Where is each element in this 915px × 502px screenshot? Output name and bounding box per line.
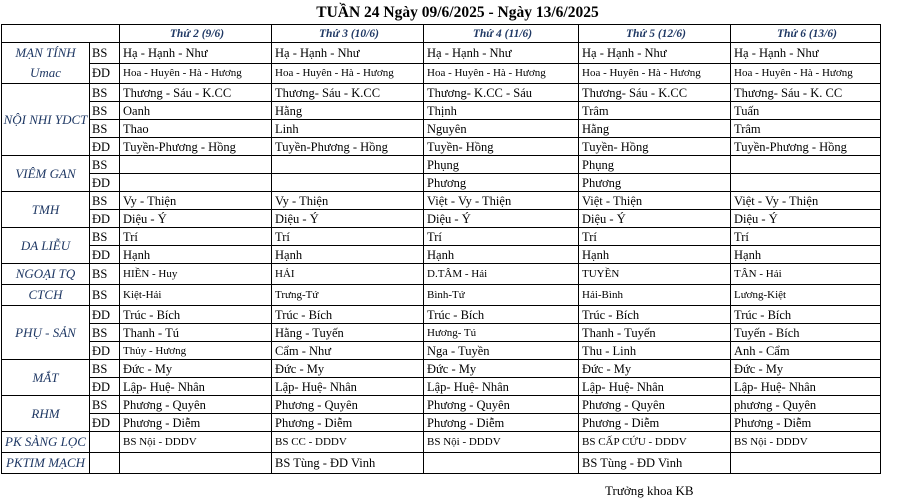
staff-cell: Hạ - Hạnh - Như [579, 43, 731, 64]
staff-cell: Tuyền-Phương - Hồng [272, 138, 424, 156]
staff-cell: Hằng [579, 120, 731, 138]
role-cell: ĐD [90, 210, 120, 228]
schedule-row [2, 102, 881, 120]
staff-cell: Phương - Quyên [579, 396, 731, 414]
schedule-row [2, 453, 881, 474]
staff-cell: Trúc - Bích [424, 306, 579, 324]
schedule-row [2, 396, 881, 414]
staff-cell: Diệu - Ý [731, 210, 881, 228]
staff-cell: Phương - Diễm [272, 414, 424, 432]
staff-cell: Hoa - Huyên - Hà - Hương [731, 63, 881, 84]
department-name: VIÊM GAN [2, 156, 90, 192]
schedule-body [2, 25, 881, 474]
staff-cell: Hải-Bình [579, 285, 731, 306]
staff-cell: Thương- Sáu - K.CC [272, 84, 424, 102]
staff-cell: Phương - Quyên [424, 396, 579, 414]
staff-cell: Hạ - Hạnh - Như [424, 43, 579, 64]
schedule-row [2, 378, 881, 396]
role-cell: BS [90, 396, 120, 414]
staff-cell: Lương-Kiệt [731, 285, 881, 306]
department-name: TMH [2, 192, 90, 228]
staff-cell: Phương - Quyên [272, 396, 424, 414]
department-name: PHỤ - SẢN [2, 306, 90, 360]
role-cell: BS [90, 360, 120, 378]
department-name: PKTIM MẠCH [2, 453, 90, 474]
schedule-row [2, 414, 881, 432]
staff-cell [120, 156, 272, 174]
staff-cell: Diệu - Ý [120, 210, 272, 228]
staff-cell: Đức - My [579, 360, 731, 378]
role-cell: ĐD [90, 63, 120, 84]
staff-cell: Thương- Sáu - K.CC [579, 84, 731, 102]
staff-cell: Trúc - Bích [120, 306, 272, 324]
department-name: DA LIỄU [2, 228, 90, 264]
role-cell: BS [90, 102, 120, 120]
staff-cell: Phụng [424, 156, 579, 174]
staff-cell: Trúc - Bích [579, 306, 731, 324]
staff-cell: Phương [579, 174, 731, 192]
staff-cell: BS CẤP CỨU - DDDV [579, 432, 731, 453]
staff-cell: BS Nội - DDDV [120, 432, 272, 453]
staff-cell: Tuyền- Hồng [579, 138, 731, 156]
staff-cell: Tuyền-Phương - Hồng [731, 138, 881, 156]
staff-cell: Hoa - Huyên - Hà - Hương [120, 63, 272, 84]
role-cell: BS [90, 264, 120, 285]
staff-cell: Hạnh [731, 246, 881, 264]
staff-cell: Trí [424, 228, 579, 246]
staff-cell: Vy - Thiện [272, 192, 424, 210]
staff-cell: Lập- Huệ- Nhân [424, 378, 579, 396]
day-header: Thứ 4 (11/6) [424, 25, 579, 43]
staff-cell: Trúc - Bích [272, 306, 424, 324]
header-row [2, 25, 881, 43]
staff-cell: Trí [120, 228, 272, 246]
staff-cell: Việt - Thiện [579, 192, 731, 210]
role-cell: BS [90, 228, 120, 246]
staff-cell: Đức - My [272, 360, 424, 378]
staff-cell: Trí [579, 228, 731, 246]
schedule-row [2, 306, 881, 324]
staff-cell: Hạnh [272, 246, 424, 264]
staff-cell: Diệu - Ý [424, 210, 579, 228]
staff-cell: Tuyến - Bích [731, 324, 881, 342]
role-cell: BS [90, 156, 120, 174]
staff-cell: Thương- Sáu - K. CC [731, 84, 881, 102]
schedule-row [2, 360, 881, 378]
schedule-row [2, 324, 881, 342]
day-header: Thứ 2 (9/6) [120, 25, 272, 43]
staff-cell: Trí [272, 228, 424, 246]
role-cell: ĐD [90, 138, 120, 156]
staff-cell [731, 453, 881, 474]
department-name: NỘI NHI YDCT [2, 84, 90, 156]
staff-cell: Diệu - Ý [272, 210, 424, 228]
schedule-row [2, 246, 881, 264]
staff-cell: Tuyền-Phương - Hồng [120, 138, 272, 156]
staff-cell: Thao [120, 120, 272, 138]
staff-cell: Lập- Huệ- Nhân [272, 378, 424, 396]
staff-cell: BS Tùng - ĐD Vinh [272, 453, 424, 474]
staff-cell: Đức - My [731, 360, 881, 378]
staff-cell: Anh - Cẩm [731, 342, 881, 360]
staff-cell: Phương - Diễm [424, 414, 579, 432]
staff-cell: Nga - Tuyền [424, 342, 579, 360]
staff-cell: Hạ - Hạnh - Như [120, 43, 272, 64]
schedule-row [2, 174, 881, 192]
schedule-row [2, 84, 881, 102]
schedule-row [2, 432, 881, 453]
staff-cell: Trúc - Bích [731, 306, 881, 324]
department-name: PK SÀNG LỌC [2, 432, 90, 453]
staff-cell: Phương [424, 174, 579, 192]
staff-cell: TUYỀN [579, 264, 731, 285]
staff-cell: Hạnh [579, 246, 731, 264]
schedule-row [2, 43, 881, 64]
day-header: Thứ 3 (10/6) [272, 25, 424, 43]
staff-cell: Oanh [120, 102, 272, 120]
staff-cell [424, 453, 579, 474]
role-cell: ĐD [90, 378, 120, 396]
staff-cell: Nguyên [424, 120, 579, 138]
role-cell: BS [90, 324, 120, 342]
staff-cell: BS CC - DDDV [272, 432, 424, 453]
staff-cell: Thanh - Tuyến [579, 324, 731, 342]
staff-cell: Phương - Diễm [120, 414, 272, 432]
staff-cell [120, 453, 272, 474]
staff-cell: Phương - Diễm [579, 414, 731, 432]
staff-cell: Thương- K.CC - Sáu [424, 84, 579, 102]
schedule-table [1, 24, 881, 474]
staff-cell: Cẩm - Như [272, 342, 424, 360]
staff-cell: Hạ - Hạnh - Như [731, 43, 881, 64]
staff-cell: Hạnh [120, 246, 272, 264]
staff-cell: BS Tùng - ĐD Vinh [579, 453, 731, 474]
staff-cell: phương - Quyên [731, 396, 881, 414]
staff-cell: Lập- Huệ- Nhân [120, 378, 272, 396]
schedule-row [2, 138, 881, 156]
role-cell: BS [90, 84, 120, 102]
staff-cell [120, 174, 272, 192]
staff-cell: Hương- Tú [424, 324, 579, 342]
staff-cell [272, 156, 424, 174]
role-cell: ĐD [90, 306, 120, 324]
page-title: TUẦN 24 Ngày 09/6/2025 - Ngày 13/6/2025 [316, 4, 599, 21]
role-cell: BS [90, 43, 120, 64]
staff-cell: Thanh - Tú [120, 324, 272, 342]
schedule-row [2, 63, 881, 84]
role-cell: ĐD [90, 414, 120, 432]
role-cell: ĐD [90, 174, 120, 192]
staff-cell: Thịnh [424, 102, 579, 120]
staff-cell: Hằng [272, 102, 424, 120]
staff-cell: Tuấn [731, 102, 881, 120]
staff-cell: Hoa - Huyên - Hà - Hương [579, 63, 731, 84]
staff-cell: Đức - My [424, 360, 579, 378]
staff-cell: Linh [272, 120, 424, 138]
role-cell: ĐD [90, 246, 120, 264]
staff-cell: Tuyền- Hồng [424, 138, 579, 156]
schedule-row [2, 120, 881, 138]
staff-cell: Lập- Huệ- Nhân [731, 378, 881, 396]
department-name: MẠN TÍNH Umac [2, 43, 90, 84]
staff-cell: Trâm [579, 102, 731, 120]
staff-cell: Diệu - Ý [579, 210, 731, 228]
staff-cell [731, 174, 881, 192]
staff-cell: Hạ - Hạnh - Như [272, 43, 424, 64]
schedule-row [2, 285, 881, 306]
staff-cell: D.TÂM - Hải [424, 264, 579, 285]
staff-cell: Bình-Tứ [424, 285, 579, 306]
role-cell: BS [90, 120, 120, 138]
staff-cell: Phụng [579, 156, 731, 174]
staff-cell: Thu - Linh [579, 342, 731, 360]
staff-cell: BS Nội - DDDV [731, 432, 881, 453]
staff-cell: HIỀN - Huy [120, 264, 272, 285]
department-name: NGOẠI TQ [2, 264, 90, 285]
signature-label: Trưởng khoa KB [605, 483, 694, 498]
day-header: Thứ 6 (13/6) [731, 25, 881, 43]
staff-cell: Hoa - Huyên - Hà - Hương [272, 63, 424, 84]
staff-cell: Việt - Vy - Thiện [424, 192, 579, 210]
schedule-row [2, 228, 881, 246]
staff-cell: Trâm [731, 120, 881, 138]
role-cell: BS [90, 285, 120, 306]
department-name: MẮT [2, 360, 90, 396]
role-cell: BS [90, 192, 120, 210]
department-name: RHM [2, 396, 90, 432]
corner-cell [2, 25, 90, 43]
staff-cell: Trí [731, 228, 881, 246]
staff-cell: Lập- Huệ- Nhân [579, 378, 731, 396]
schedule-row [2, 156, 881, 174]
department-name: CTCH [2, 285, 90, 306]
staff-cell: Kiệt-Hải [120, 285, 272, 306]
staff-cell: Hằng - Tuyến [272, 324, 424, 342]
day-header: Thứ 5 (12/6) [579, 25, 731, 43]
staff-cell: Thương - Sáu - K.CC [120, 84, 272, 102]
staff-cell: Thủy - Hương [120, 342, 272, 360]
staff-cell: Vy - Thiện [120, 192, 272, 210]
corner-cell [90, 25, 120, 43]
staff-cell: Hạnh [424, 246, 579, 264]
staff-cell: Phương - Quyên [120, 396, 272, 414]
role-cell [90, 453, 120, 474]
schedule-row [2, 264, 881, 285]
schedule-row [2, 192, 881, 210]
role-cell: ĐD [90, 342, 120, 360]
staff-cell [272, 174, 424, 192]
staff-cell: HẢI [272, 264, 424, 285]
schedule-row [2, 342, 881, 360]
staff-cell: Đức - My [120, 360, 272, 378]
staff-cell: Việt - Vy - Thiện [731, 192, 881, 210]
staff-cell: Trưng-Tứ [272, 285, 424, 306]
staff-cell: BS Nội - DDDV [424, 432, 579, 453]
staff-cell: Phương - Diễm [731, 414, 881, 432]
schedule-row [2, 210, 881, 228]
role-cell [90, 432, 120, 453]
staff-cell [731, 156, 881, 174]
staff-cell: TÂN - Hải [731, 264, 881, 285]
staff-cell: Hoa - Huyên - Hà - Hương [424, 63, 579, 84]
